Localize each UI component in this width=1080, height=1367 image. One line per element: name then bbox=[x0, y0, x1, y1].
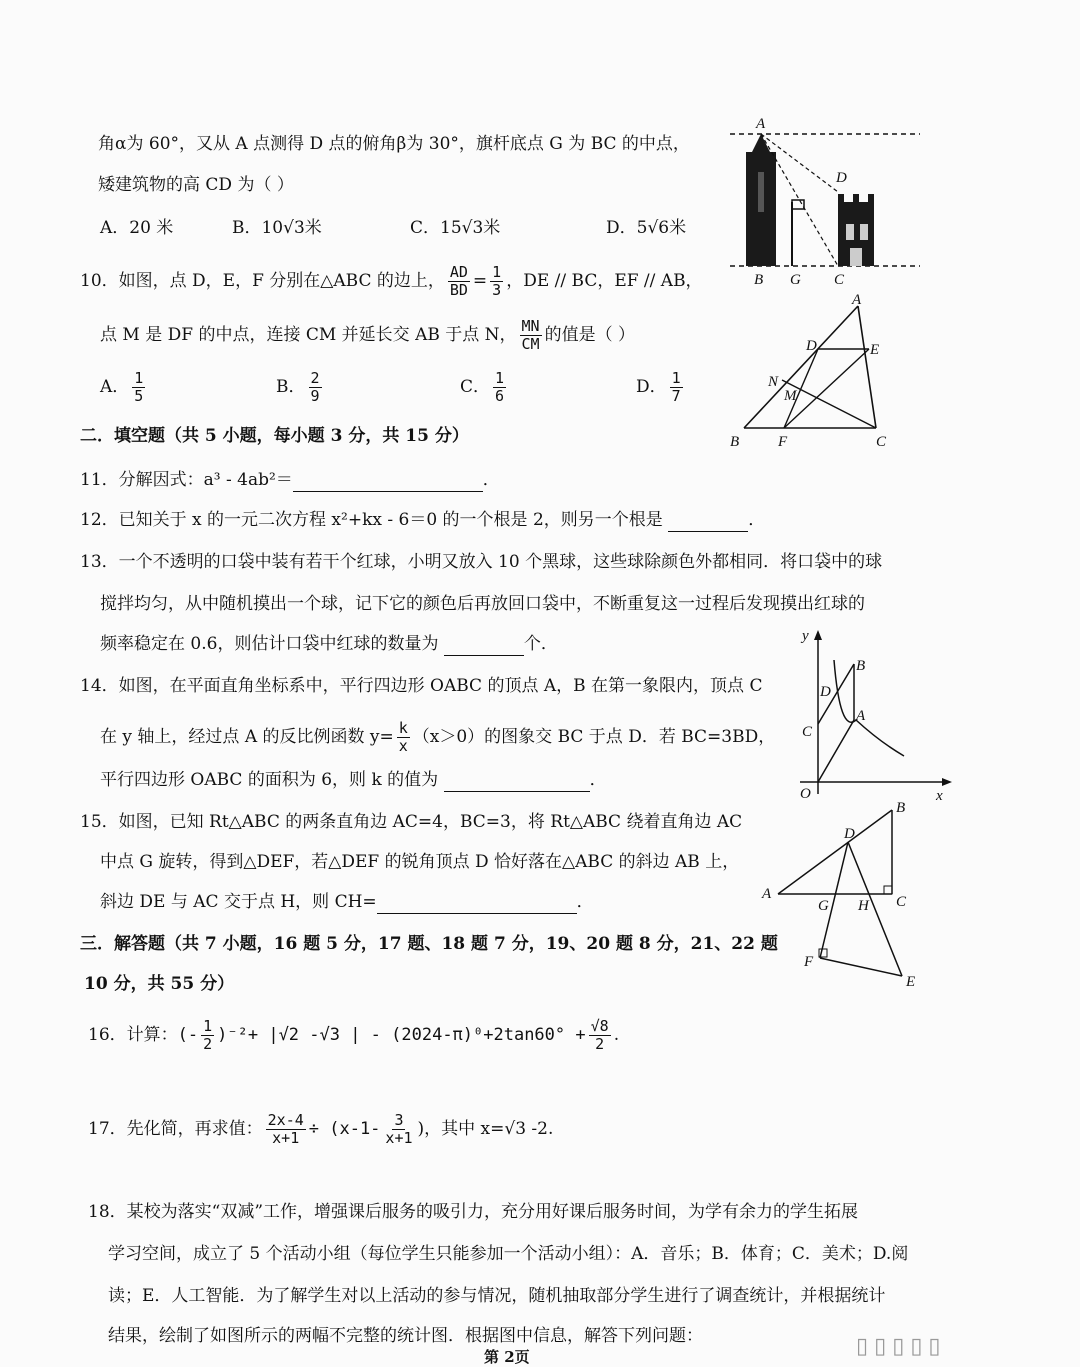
q9-label-c: C bbox=[834, 272, 845, 288]
q16-fraction-half: $\frac{1}{2}$ bbox=[203, 1017, 213, 1053]
q13-line3: 频率稳定在 0.6，则估计口袋中红球的数量为 个． bbox=[100, 634, 558, 654]
q11: 11．分解因式：a³ - 4ab²＝ ． bbox=[80, 470, 500, 490]
q9-option-b: B．10√3米 bbox=[232, 218, 322, 238]
q17-fraction-2: $\frac{3}{x+1}$ bbox=[385, 1111, 413, 1147]
q10-option-b: B． $\frac{2}{9}$ bbox=[276, 369, 320, 405]
q14-label-o: O bbox=[800, 786, 811, 802]
q15-line3: 斜边 DE 与 AC 交于点 H，则 CH= ． bbox=[100, 892, 594, 912]
q10-fraction-one-third: $\frac{1}{3}$ bbox=[492, 263, 502, 299]
q9-label-a: A bbox=[756, 116, 766, 132]
q15-label-c: C bbox=[896, 894, 907, 910]
q13-line1: 13．一个不透明的口袋中装有若干个红球，小明又放入 10 个黑球，这些球除颜色外都相同．将口袋中的球 bbox=[80, 552, 883, 572]
q10-option-a: A． $\frac{1}{5}$ bbox=[100, 369, 144, 405]
q9-line1: 角α为 60°，又从 A 点测得 D 点的俯角β为 30°，旗杆底点 G 为 BC 的中点， bbox=[98, 134, 690, 154]
q14-line3: 平行四边形 OABC 的面积为 6，则 k 的值为 ． bbox=[100, 770, 607, 790]
q15-label-f: F bbox=[804, 954, 814, 970]
q9-building-figure bbox=[730, 112, 930, 288]
q15-label-h: H bbox=[858, 898, 869, 914]
q15-label-d: D bbox=[844, 826, 855, 842]
q15-label-a: A bbox=[762, 886, 772, 902]
q17: 17．先化简，再求值： $\frac{2x-4}{x+1}$ ÷ (x-1- $\frac{3}{x+1}$ )，其中 x=√3 -2. bbox=[88, 1111, 554, 1147]
section3-heading-line1: 三．解答题（共 7 小题，16 题 5 分，17 题、18 题 7 分，19、20 题 8 分，21、22 题 bbox=[80, 934, 778, 954]
q9-label-b: B bbox=[754, 272, 764, 288]
q14-label-c: C bbox=[802, 724, 813, 740]
q15-line2: 中点 G 旋转，得到△DEF，若△DEF 的锐角顶点 D 恰好落在△ABC 的斜边 AB 上， bbox=[100, 852, 740, 872]
page-number: 第 2页 bbox=[484, 1348, 530, 1366]
q14-line1: 14．如图，在平面直角坐标系中，平行四边形 OABC 的顶点 A，B 在第一象限内，顶点 C bbox=[80, 676, 763, 696]
q16: 16．计算：(- $\frac{1}{2}$ )⁻²+ |√2 -√3 | - (2024-π)⁰+2tan60° + $\frac{√8}{2}$ . bbox=[88, 1017, 620, 1053]
q13-line2: 搅拌均匀，从中随机摸出一个球，记下它的颜色后再放回口袋中，不断重复这一过程后发现摸出红球的 bbox=[100, 594, 865, 614]
q15-label-g: G bbox=[818, 898, 829, 914]
q9-line2: 矮建筑物的高 CD 为（ ） bbox=[98, 175, 294, 195]
q18-line3: 读；E．人工智能．为了解学生对以上活动的参与情况，随机抽取部分学生进行了调查统计，并根据统计 bbox=[108, 1286, 886, 1306]
q10-option-d: D． $\frac{1}{7}$ bbox=[636, 369, 681, 405]
q14-label-b: B bbox=[856, 658, 866, 674]
q12: 12．已知关于 x 的一元二次方程 x²+kx - 6＝0 的一个根是 2，则另一个根是 ． bbox=[80, 510, 766, 530]
q18-line1: 18．某校为落实“双减”工作，增强课后服务的吸引力，充分用好课后服务时间，为学有余力的学生拓展 bbox=[88, 1202, 859, 1222]
q10-label-e: E bbox=[870, 342, 880, 358]
q16-fraction-root8-over-2: $\frac{√8}{2}$ bbox=[590, 1017, 609, 1053]
q15-label-b: B bbox=[896, 800, 906, 816]
q18-line2: 学习空间，成立了 5 个活动小组（每位学生只能参加一个活动小组）：A．音乐；B．体育；C．美术；D.阅 bbox=[108, 1244, 909, 1264]
q17-fraction-1: $\frac{2x-4}{x+1}$ bbox=[267, 1111, 304, 1147]
q10-label-c: C bbox=[876, 434, 887, 450]
q15-line1: 15．如图，已知 Rt△ABC 的两条直角边 AC=4，BC=3，将 Rt△ABC 绕着直角边 AC bbox=[80, 812, 743, 832]
q14-label-x: x bbox=[936, 788, 943, 804]
q10-option-c: C． $\frac{1}{6}$ bbox=[460, 369, 505, 405]
q14-label-d: D bbox=[820, 684, 831, 700]
q10-fraction-mn-cm: $\frac{MN}{CM}$ bbox=[521, 317, 540, 353]
q10-label-a: A bbox=[852, 292, 862, 308]
section3-heading-line2: 10 分，共 55 分） bbox=[84, 974, 235, 994]
section2-heading: 二．填空题（共 5 小题，每小题 3 分，共 15 分） bbox=[80, 426, 469, 446]
q18-line4: 结果，绘制了如图所示的两幅不完整的统计图．根据图中信息，解答下列问题： bbox=[108, 1326, 703, 1346]
q9-option-c: C．15√3米 bbox=[410, 218, 501, 238]
q10-line1: 10．如图，点 D，E，F 分别在△ABC 的边上， $\frac{AD}{BD}$ = $\frac{1}{3}$ ，DE // BC，EF // AB， bbox=[80, 263, 703, 299]
q9-label-d: D bbox=[836, 170, 847, 186]
q10-triangle-figure bbox=[726, 292, 896, 452]
q14-line2: 在 y 轴上，经过点 A 的反比例函数 y= $\frac{k}{x}$ （x＞0）的图象交 BC 于点 D．若 BC=3BD， bbox=[100, 719, 776, 755]
q14-fraction-k-x: $\frac{k}{x}$ bbox=[398, 719, 408, 755]
q15-label-e: E bbox=[906, 974, 916, 990]
q10-label-f: F bbox=[778, 434, 788, 450]
q14-label-y: y bbox=[802, 628, 809, 644]
q9-label-g: G bbox=[790, 272, 801, 288]
q14-label-a: A bbox=[856, 708, 866, 724]
q15-rotation-figure bbox=[756, 796, 926, 992]
watermark-dots: ▯▯▯▯▯ bbox=[856, 1334, 947, 1359]
q9-option-d: D．5√6米 bbox=[606, 218, 687, 238]
q10-line2: 点 M 是 DF 的中点，连接 CM 并延长交 AB 于点 N， $\frac{MN}{CM}$ 的值是（ ） bbox=[100, 317, 635, 353]
q14-coordinate-figure bbox=[796, 624, 956, 804]
q10-fraction-ad-bd: $\frac{AD}{BD}$ bbox=[449, 263, 468, 299]
q10-label-n: N bbox=[768, 374, 779, 390]
q9-option-a: A．20 米 bbox=[100, 218, 174, 238]
q10-label-b: B bbox=[730, 434, 740, 450]
q10-label-m: M bbox=[784, 388, 797, 404]
q10-label-d: D bbox=[806, 338, 817, 354]
